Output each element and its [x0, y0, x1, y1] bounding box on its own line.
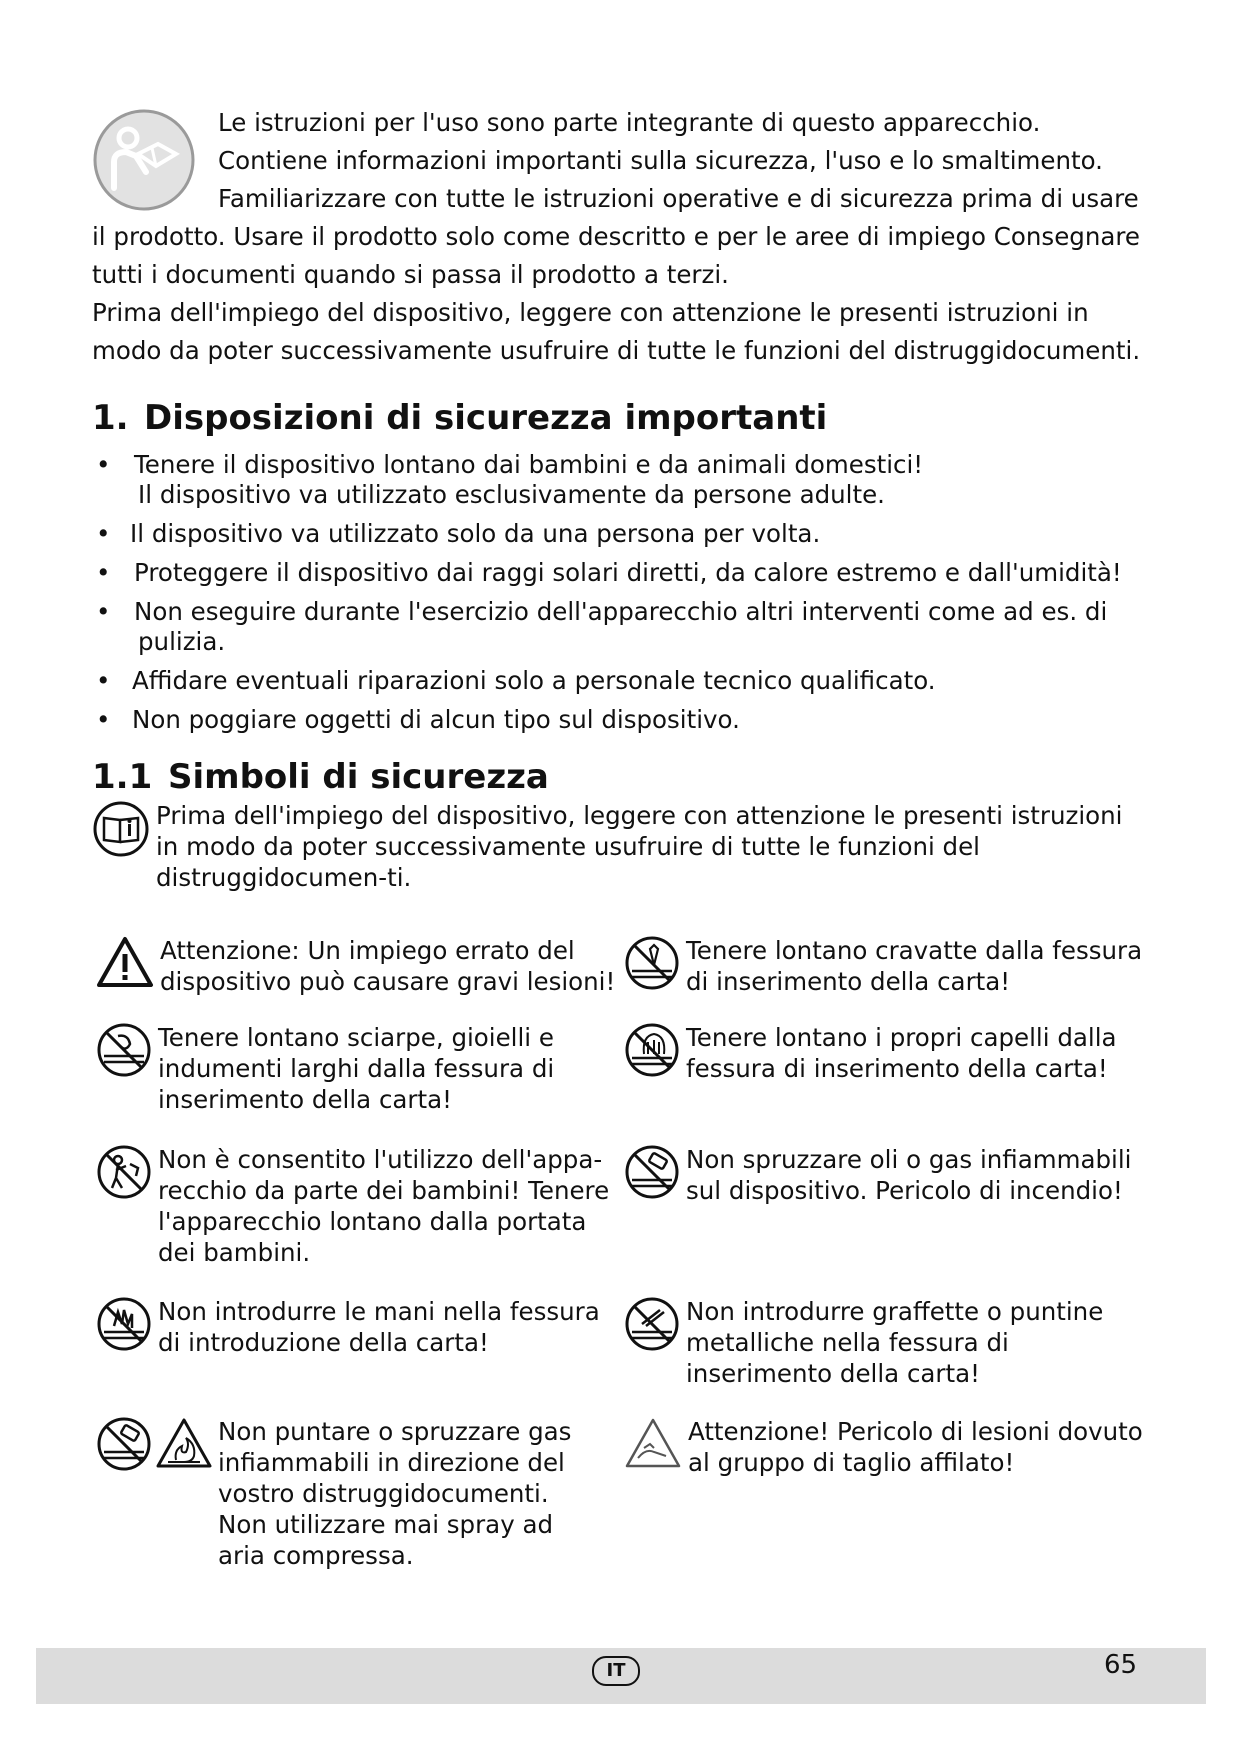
list-item: • Non poggiare oggetti di alcun tipo sul dispositivo.: [92, 705, 1152, 735]
no-oil-spray-icon: [624, 1144, 680, 1200]
no-hands-icon: [96, 1296, 152, 1352]
symbol-hair: Tenere lontano i propri capelli dalla fessura di inserimento della carta!: [624, 1022, 1144, 1084]
section-1-number: 1.: [92, 398, 129, 438]
no-staples-icon: [624, 1296, 680, 1352]
symbol-spray: Non puntare o spruzzare gas infiammabili in direzione del vostro distruggidocumenti. Non utilizzare mai spray ad aria compressa.: [96, 1416, 616, 1571]
intro-paragraph-1: Le istruzioni per l'uso sono parte integrante di questo apparecchio. Contiene informazioni importanti sulla sicurezza, l'uso e lo smaltimento. Familiarizzare con tutte le istruzioni operative e di sicurezza prima di usare il prodotto. Usare il prodotto solo come descritto e per le aree di impiego Consegnare tutti i documenti quando si passa il prodotto a terzi.: [92, 108, 1140, 289]
language-badge: IT: [592, 1656, 640, 1686]
list-item: • Il dispositivo va utilizzato solo da una persona per volta.: [92, 519, 1152, 549]
intro-paragraph-2: Prima dell'impiego del dispositivo, leggere con attenzione le presenti istruzioni in modo da poter successivamente usufruire di tutte le funzioni del distruggidocumenti.: [92, 298, 1141, 365]
no-ties-icon: [624, 935, 680, 991]
list-item: • Non eseguire durante l'esercizio dell'apparecchio altri interventi come ad es. di pulizia.: [92, 597, 1152, 657]
no-scarves-icon: [96, 1022, 152, 1078]
flammable-warning-icon: [156, 1416, 212, 1472]
list-item: • Tenere il dispositivo lontano dai bambini e da animali domestici! Il dispositivo va utilizzato esclusivamente da persone adulte.: [92, 450, 1152, 510]
symbol-staples: Non introdurre graffette o puntine metalliche nella fessura di inserimento della carta!: [624, 1296, 1144, 1389]
intro-text: [92, 104, 1152, 370]
no-hair-icon: [624, 1022, 680, 1078]
list-item: • Proteggere il dispositivo dai raggi solari diretti, da calore estremo e dall'umidità!: [92, 558, 1152, 588]
symbol-hands: Non introdurre le mani nella fessura di introduzione della carta!: [96, 1296, 616, 1358]
section-1-title: Disposizioni di sicurezza importanti: [144, 398, 828, 438]
symbol-ties: Tenere lontano cravatte dalla fessura di inserimento della carta!: [624, 935, 1144, 997]
section-1-1-number: 1.1: [92, 757, 153, 797]
sharp-blade-warning-icon: [624, 1416, 682, 1472]
symbol-attention: Attenzione: Un impiego errato del dispositivo può causare gravi lesioni!: [96, 935, 616, 997]
manual-note: Prima dell'impiego del dispositivo, leggere con attenzione le presenti istruzioni in modo da poter successivamente usufruire di tutte le funzioni del distruggidocumen-ti.: [156, 801, 1123, 892]
section-1-1-title: Simboli di sicurezza: [168, 757, 549, 797]
page-number: 65: [1104, 1650, 1138, 1680]
warning-icon: [96, 935, 154, 991]
no-spray-icon: [96, 1416, 152, 1472]
symbol-scarves: Tenere lontano sciarpe, gioielli e indumenti larghi dalla fessura di inserimento della carta!: [96, 1022, 616, 1115]
list-item: • Affidare eventuali riparazioni solo a personale tecnico qualificato.: [92, 666, 1152, 696]
symbol-oils: Non spruzzare oli o gas infiammabili sul dispositivo. Pericolo di incendio!: [624, 1144, 1144, 1206]
no-children-icon: [96, 1144, 152, 1200]
symbol-children: Non è consentito l'utilizzo dell'appa-recchio da parte dei bambini! Tenere l'apparecchio lontano dalla portata dei bambini.: [96, 1144, 616, 1268]
symbol-blades: Attenzione! Pericolo di lesioni dovuto al gruppo di taglio affilato!: [624, 1416, 1144, 1478]
manual-symbol-row: [92, 800, 1152, 893]
section-1-heading: [92, 398, 827, 438]
read-manual-icon: [92, 800, 150, 858]
section-1-1-heading: [92, 757, 549, 797]
safety-list: [92, 450, 1152, 744]
